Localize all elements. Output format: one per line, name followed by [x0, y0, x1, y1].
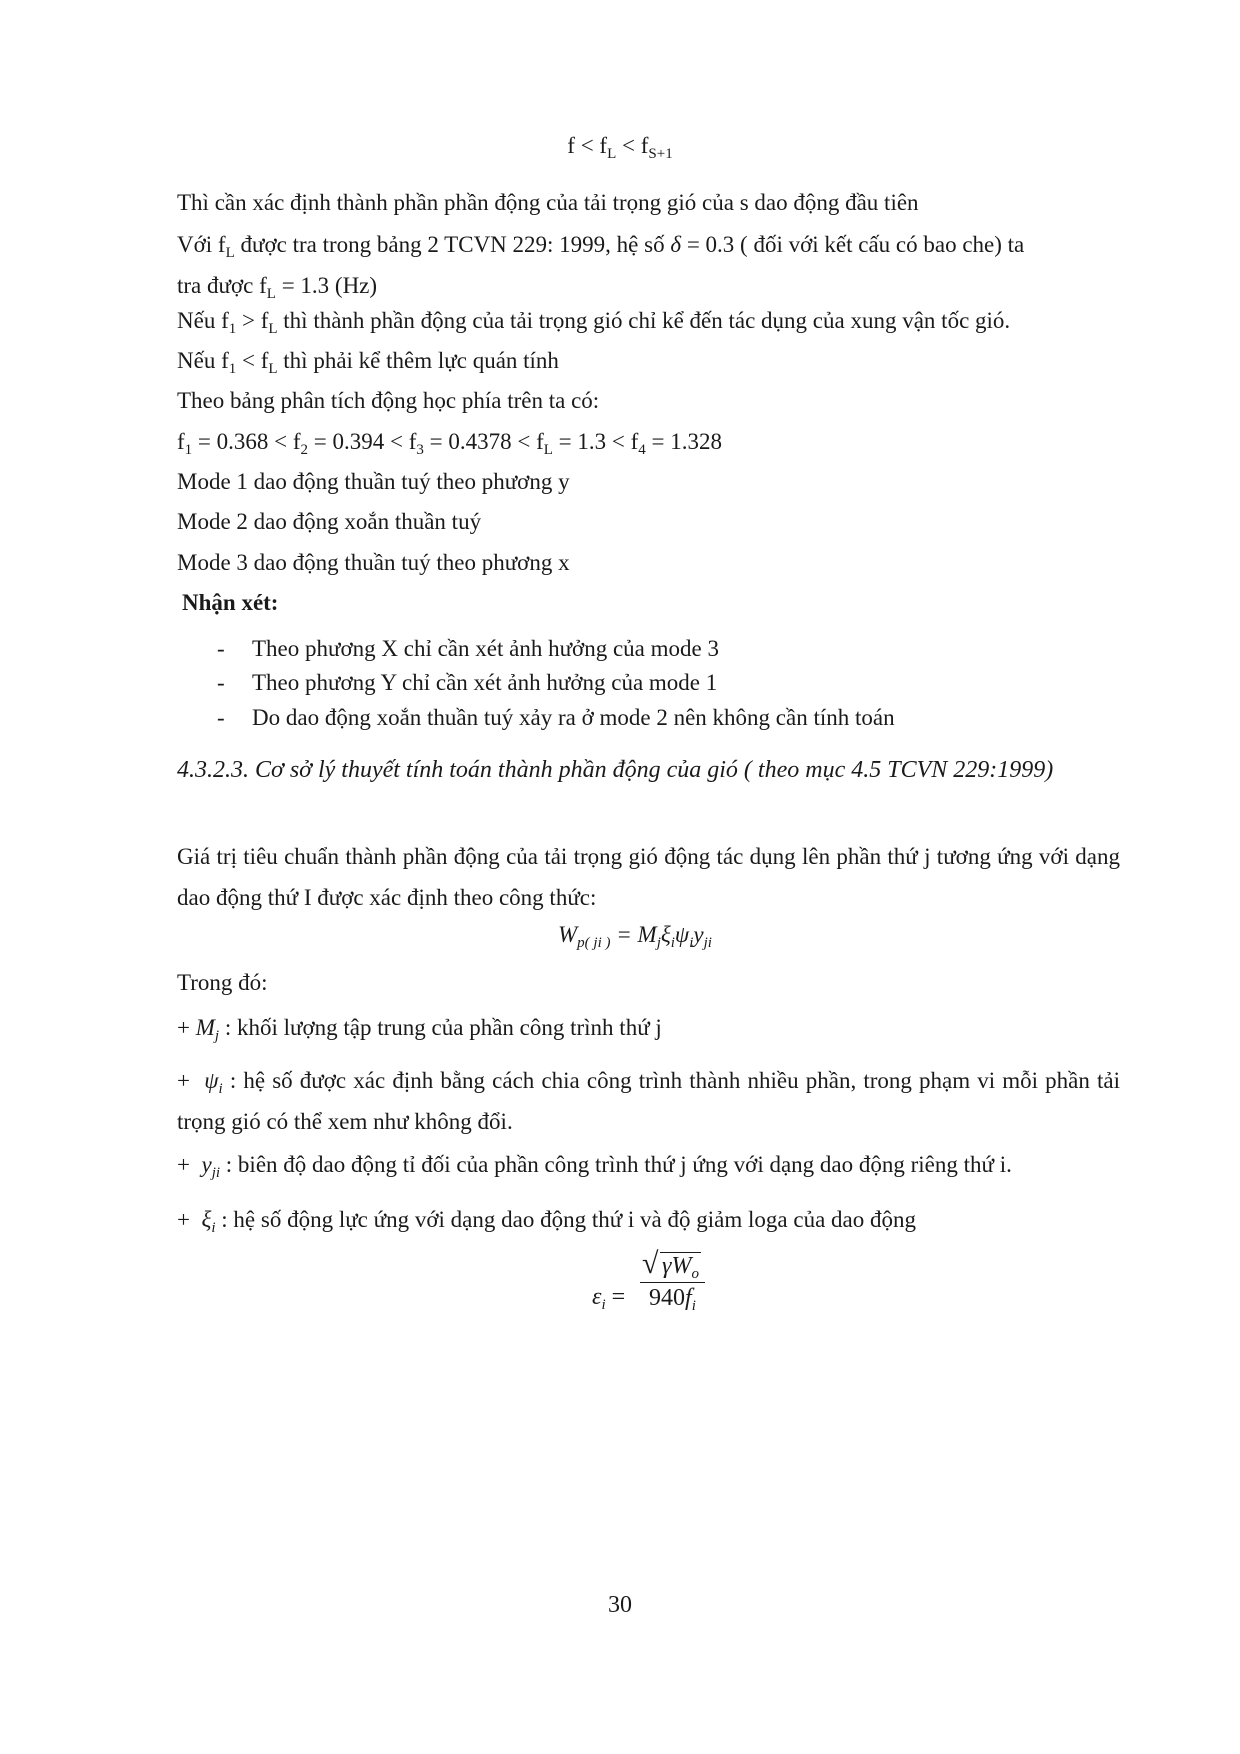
symbol: f — [685, 1285, 692, 1311]
text: = 0.3 ( đối với kết cấu có bao che) ta — [681, 232, 1025, 257]
frequency-chain — [177, 427, 722, 457]
subscript: L — [607, 146, 617, 162]
number: 940 — [649, 1285, 686, 1311]
text: > f — [236, 308, 269, 333]
paragraph-fl-lookup — [177, 224, 1120, 306]
definition-text: : hệ số động lực ứng với dạng dao động thứ i và độ giảm loga của dao động — [221, 1207, 916, 1232]
definition-yji — [177, 1150, 1012, 1180]
delta-symbol: δ — [670, 232, 682, 257]
subscript: j — [214, 1028, 220, 1044]
bullet-dash: - — [217, 705, 225, 730]
text: = 1.328 — [645, 429, 723, 454]
section-intro: Giá trị tiêu chuẩn thành phần động của tải trọng gió động tác dụng lên phần thứ j tương ứng với dạng dao động thứ I được xác định theo công thức: — [177, 844, 1120, 910]
subscript: S+1 — [648, 146, 673, 162]
subscript: 1 — [228, 361, 237, 377]
subscript: 1 — [228, 321, 237, 337]
text: tra được f — [177, 273, 267, 298]
subscript: i — [211, 1220, 216, 1236]
section-title: 4.3.2.3. Cơ sở lý thuyết tính toán thành phần động của gió ( theo mục 4.5 TCVN 229:1999) — [177, 757, 1054, 783]
subscript: 4 — [638, 442, 646, 458]
subscript: L — [225, 245, 235, 261]
subscript: o — [691, 1266, 699, 1282]
bullet-dash: - — [217, 670, 225, 695]
text: < f — [236, 348, 269, 373]
definition-psi — [177, 1060, 1120, 1142]
text: được tra trong bảng 2 TCVN 229: 1999, hệ số — [234, 232, 671, 257]
plus-sign: + — [177, 1152, 190, 1177]
text: thì thành phần động của tải trọng gió chỉ kể đến tác dụng của xung vận tốc gió. — [277, 308, 1011, 333]
symbol: ψ — [674, 922, 690, 947]
text: f — [177, 429, 185, 454]
frequency-condition-formula — [0, 131, 1240, 161]
symbol: ξ — [201, 1207, 212, 1232]
list-item-text: Do dao động xoắn thuần tuý xảy ra ở mode 2 nên không cần tính toán — [252, 705, 895, 730]
epsilon-fraction — [640, 1253, 705, 1312]
text: Nếu f — [177, 308, 229, 333]
fraction-denominator — [640, 1283, 705, 1312]
where-label: Trong đó: — [177, 970, 268, 995]
sqrt-sign — [644, 1253, 701, 1280]
symbol: ψ — [204, 1068, 219, 1093]
plus-sign: + — [177, 1015, 190, 1040]
text: thì phải kể thêm lực quán tính — [277, 348, 559, 373]
symbol: = M — [610, 922, 657, 947]
bullet-dash: - — [217, 636, 225, 661]
paragraph-line: Thì cần xác định thành phần phần động của tải trọng gió của s dao động đầu tiên — [177, 190, 919, 215]
equals-sign: = — [611, 1284, 626, 1310]
subscript: 1 — [184, 442, 193, 458]
list-item-text: Theo phương Y chỉ cần xét ảnh hưởng của mode 1 — [252, 670, 718, 695]
subscript: i — [601, 1297, 606, 1313]
plus-sign: + — [177, 1207, 190, 1232]
subscript: 3 — [416, 442, 424, 458]
symbol: ξ — [660, 922, 671, 947]
definition-text: : biên độ dao động tỉ đối của phần công trình thứ j ứng với dạng dao động riêng thứ i. — [225, 1152, 1012, 1177]
fraction-numerator — [640, 1253, 705, 1283]
subscript: L — [268, 361, 278, 377]
text: = 1.3 (Hz) — [275, 273, 378, 298]
formula-text: < f — [616, 133, 649, 158]
definition-mj — [177, 1013, 662, 1043]
subscript: L — [268, 321, 278, 337]
definition-text: : hệ số được xác định bằng cách chia công trình thành nhiều phần, trong phạm vi mỗi phần tải trọng gió có thể xem như không đổi. — [177, 1068, 1121, 1134]
epsilon-lhs — [592, 1284, 625, 1311]
paragraph-line — [177, 306, 1010, 336]
paragraph-line: Theo bảng phân tích động học phía trên ta có: — [177, 388, 600, 413]
mode-line: Mode 1 dao động thuần tuý theo phương y — [177, 469, 570, 494]
page-number: 30 — [608, 1592, 632, 1618]
symbol: γW — [662, 1253, 692, 1279]
text: = 1.3 < f — [552, 429, 639, 454]
subscript: ji — [211, 1165, 221, 1181]
subscript: L — [543, 442, 553, 458]
mode-line: Mode 2 dao động xoắn thuần tuý — [177, 509, 482, 534]
text: = 0.4378 < f — [423, 429, 544, 454]
subscript: i — [218, 1081, 223, 1097]
symbol: y — [693, 922, 704, 947]
subscript: i — [670, 935, 675, 951]
subscript: i — [689, 935, 694, 951]
subscript: p( ji ) — [577, 935, 611, 951]
definition-text: : khối lượng tập trung của phần công trình thứ j — [224, 1015, 662, 1040]
plus-sign: + — [177, 1068, 190, 1093]
text: = 0.368 < f — [192, 429, 301, 454]
symbol: ε — [592, 1284, 602, 1310]
radicand — [660, 1252, 701, 1282]
text: Với f — [177, 232, 226, 257]
symbol: W — [558, 922, 578, 947]
subscript: ji — [703, 935, 712, 951]
list-item-text: Theo phương X chỉ cần xét ảnh hưởng của mode 3 — [252, 636, 719, 661]
text: = 0.394 < f — [308, 429, 417, 454]
remarks-heading: Nhận xét: — [182, 590, 279, 615]
mode-line: Mode 3 dao động thuần tuý theo phương x — [177, 550, 570, 575]
symbol: M — [195, 1015, 215, 1040]
text: Nếu f — [177, 348, 229, 373]
subscript: j — [656, 935, 661, 951]
paragraph-line — [177, 346, 559, 376]
subscript: L — [266, 286, 276, 302]
dynamic-wind-formula — [558, 922, 712, 951]
symbol: y — [201, 1152, 212, 1177]
formula-text: f < f — [567, 133, 608, 158]
definition-xi — [177, 1205, 916, 1235]
subscript: i — [691, 1298, 696, 1314]
subscript: 2 — [300, 442, 309, 458]
